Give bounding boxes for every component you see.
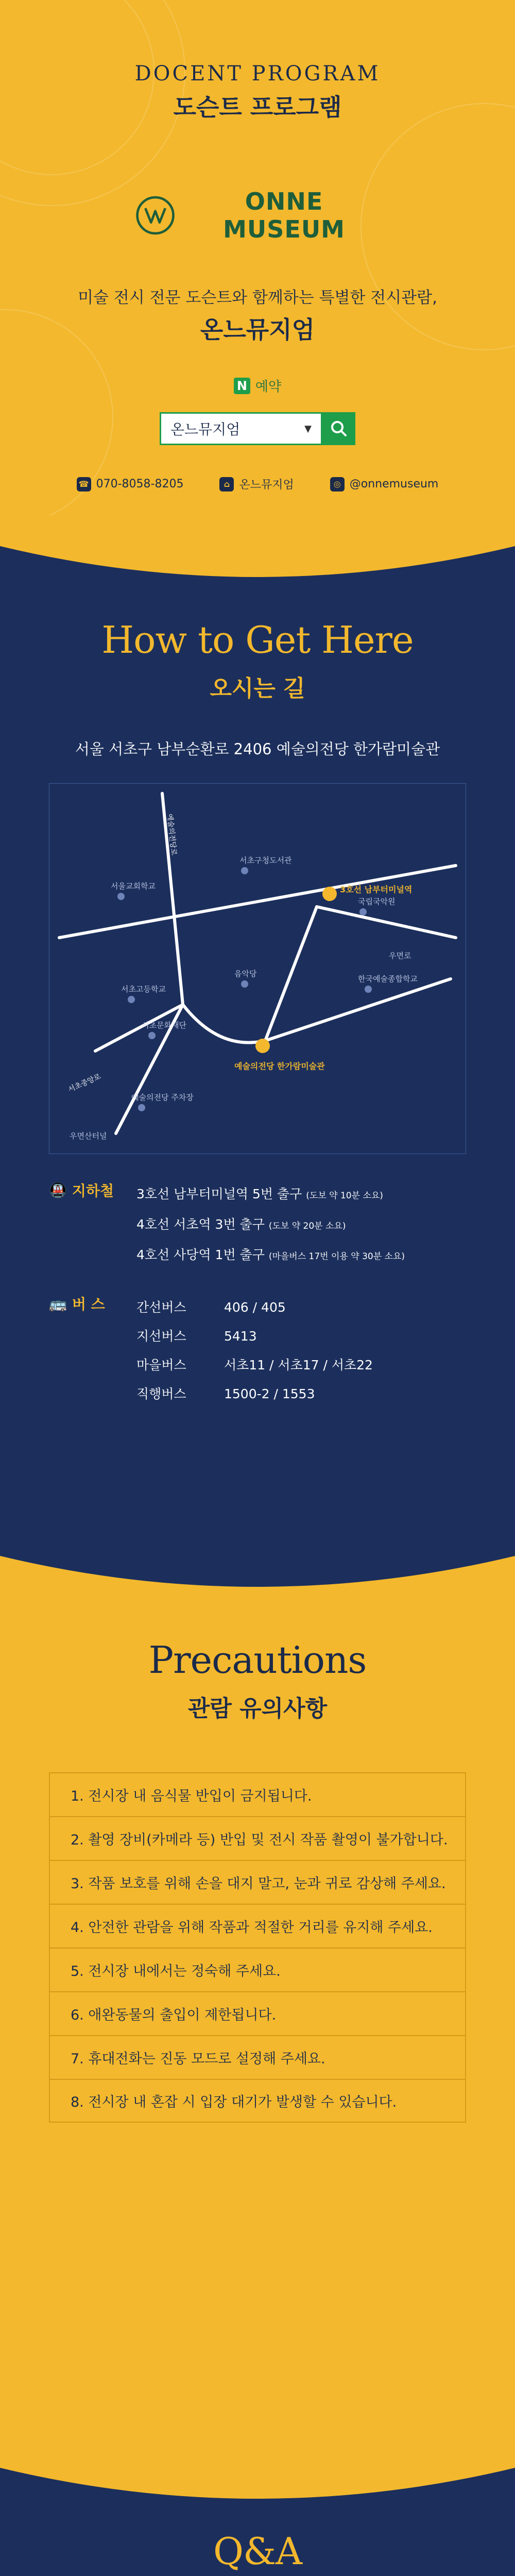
- contact-home[interactable]: [219, 476, 294, 492]
- bus-icon: 🚌: [49, 1295, 67, 1312]
- subway-line: 4호선 서초역 3번 출구 (도보 약 20분 소요): [136, 1217, 346, 1232]
- reserve-text: 예약: [255, 379, 282, 395]
- bus-line: 간선버스 406 / 405: [136, 1300, 286, 1315]
- map-poi: 국립국악원: [358, 897, 396, 906]
- hero-section: [0, 0, 515, 515]
- precautions-title-ko: 관람 유의사항: [187, 1696, 328, 1722]
- list-item: 8. 전시장 내 혼잡 시 입장 대기가 발생할 수 있습니다.: [49, 2079, 466, 2123]
- map-poi: 서초구청도서관: [239, 856, 292, 865]
- program-title: 도슨트 프로그램: [173, 93, 342, 121]
- subway-lines: [136, 1180, 405, 1271]
- reserve-search: [160, 412, 355, 445]
- map-poi: 음악당: [234, 969, 257, 978]
- chevron-down-icon: ▼: [304, 423, 312, 434]
- section-curve: [0, 515, 515, 603]
- contact-row: [0, 476, 515, 492]
- bus-line: 마을버스 서초11 / 서초17 / 서초22: [136, 1358, 373, 1372]
- contact-text: 온느뮤지엄: [239, 479, 294, 492]
- section-curve: [0, 1525, 515, 1613]
- address-text: 서울 서초구 남부순환로 2406 예술의전당 한가람미술관: [75, 740, 440, 758]
- precautions-section: [0, 1525, 515, 2437]
- list-item: 5. 전시장 내에서는 정숙해 주세요.: [49, 1947, 466, 1991]
- program-eyebrow: DOCENT PROGRAM: [134, 62, 381, 86]
- station-marker-icon: [322, 887, 337, 901]
- subway-line: 3호선 남부터미널역 5번 출구 (도보 약 10분 소요): [136, 1187, 383, 1201]
- subway-line: 4호선 사당역 1번 출구 (마을버스 17번 이용 약 30분 소요): [136, 1247, 405, 1262]
- bus-line: 직행버스 1500-2 / 1553: [136, 1386, 315, 1401]
- directions-title-ko: 오시는 길: [210, 675, 305, 702]
- museum-marker-icon: [255, 1039, 270, 1053]
- location-map[interactable]: [49, 783, 466, 1154]
- contact-instagram[interactable]: [330, 476, 439, 492]
- contact-text: @onnemuseum: [349, 478, 439, 490]
- venue-select-value: 온느뮤지엄: [170, 421, 241, 438]
- hero-copy: 미술 전시 전문 도슨트와 함께하는 특별한 전시관람,: [78, 289, 437, 307]
- instagram-icon: ◎: [330, 477, 345, 492]
- contact-phone[interactable]: [77, 476, 184, 492]
- qa-section: [0, 2437, 515, 2576]
- directions-section: [0, 515, 515, 1525]
- subway-label: 🚇 지하철: [49, 1181, 114, 1199]
- subway-icon: 🚇: [49, 1181, 67, 1199]
- venue-select[interactable]: [160, 412, 322, 445]
- search-icon: [330, 420, 348, 437]
- bus-label: 🚌 버 스: [49, 1295, 105, 1313]
- museum-name: ONNE MUSEUM: [223, 188, 345, 243]
- hero-subtitle: 온느뮤지엄: [200, 316, 315, 344]
- precautions-list: [49, 1772, 466, 2123]
- directions-title-en: How to Get Here: [101, 618, 414, 662]
- map-poi: 예술의전당 주차장: [131, 1093, 194, 1102]
- naver-icon: N: [234, 378, 250, 394]
- list-item: 4. 안전한 관람을 위해 작품과 적절한 거리를 유지해 주세요.: [49, 1904, 466, 1947]
- section-curve: [0, 2437, 515, 2524]
- contact-text: 070-8058-8205: [96, 478, 184, 490]
- museum-emblem-icon: [135, 193, 176, 238]
- list-item: 3. 작품 보호를 위해 손을 대지 말고, 눈과 귀로 감상해 주세요.: [49, 1860, 466, 1904]
- search-button[interactable]: [322, 412, 355, 445]
- list-item: 1. 전시장 내 음식물 반입이 금지됩니다.: [49, 1772, 466, 1816]
- map-poi: 서초문화재단: [142, 1021, 186, 1030]
- map-poi: 한국예술종합학교: [358, 974, 418, 984]
- naver-reserve-label: [0, 376, 515, 395]
- map-poi: 우면로: [389, 951, 411, 960]
- bus-lines: [136, 1293, 373, 1409]
- museum-logo: [135, 188, 380, 243]
- phone-icon: ☎: [77, 477, 91, 492]
- map-road-label: 서초중앙로: [67, 1072, 102, 1094]
- map-poi: 우면산터널: [70, 1131, 107, 1141]
- map-station-label: 3호선 남부터미널역: [340, 885, 413, 894]
- list-item: 2. 촬영 장비(카메라 등) 반입 및 전시 작품 촬영이 불가합니다.: [49, 1816, 466, 1860]
- precautions-title-en: Precautions: [148, 1638, 367, 1682]
- map-road-label: 예술의전당로: [165, 813, 178, 856]
- list-item: 7. 휴대전화는 진동 모드로 설정해 주세요.: [49, 2035, 466, 2079]
- home-icon: ⌂: [219, 477, 234, 492]
- map-poi: 서초고등학교: [121, 985, 166, 994]
- bus-line: 지선버스 5413: [136, 1329, 257, 1344]
- list-item: 6. 애완동물의 출입이 제한됩니다.: [49, 1991, 466, 2035]
- qa-title-en: Q&A: [213, 2530, 302, 2573]
- map-museum-label: 예술의전당 한가람미술관: [234, 1061, 325, 1071]
- map-poi: 서울교회학교: [111, 882, 156, 891]
